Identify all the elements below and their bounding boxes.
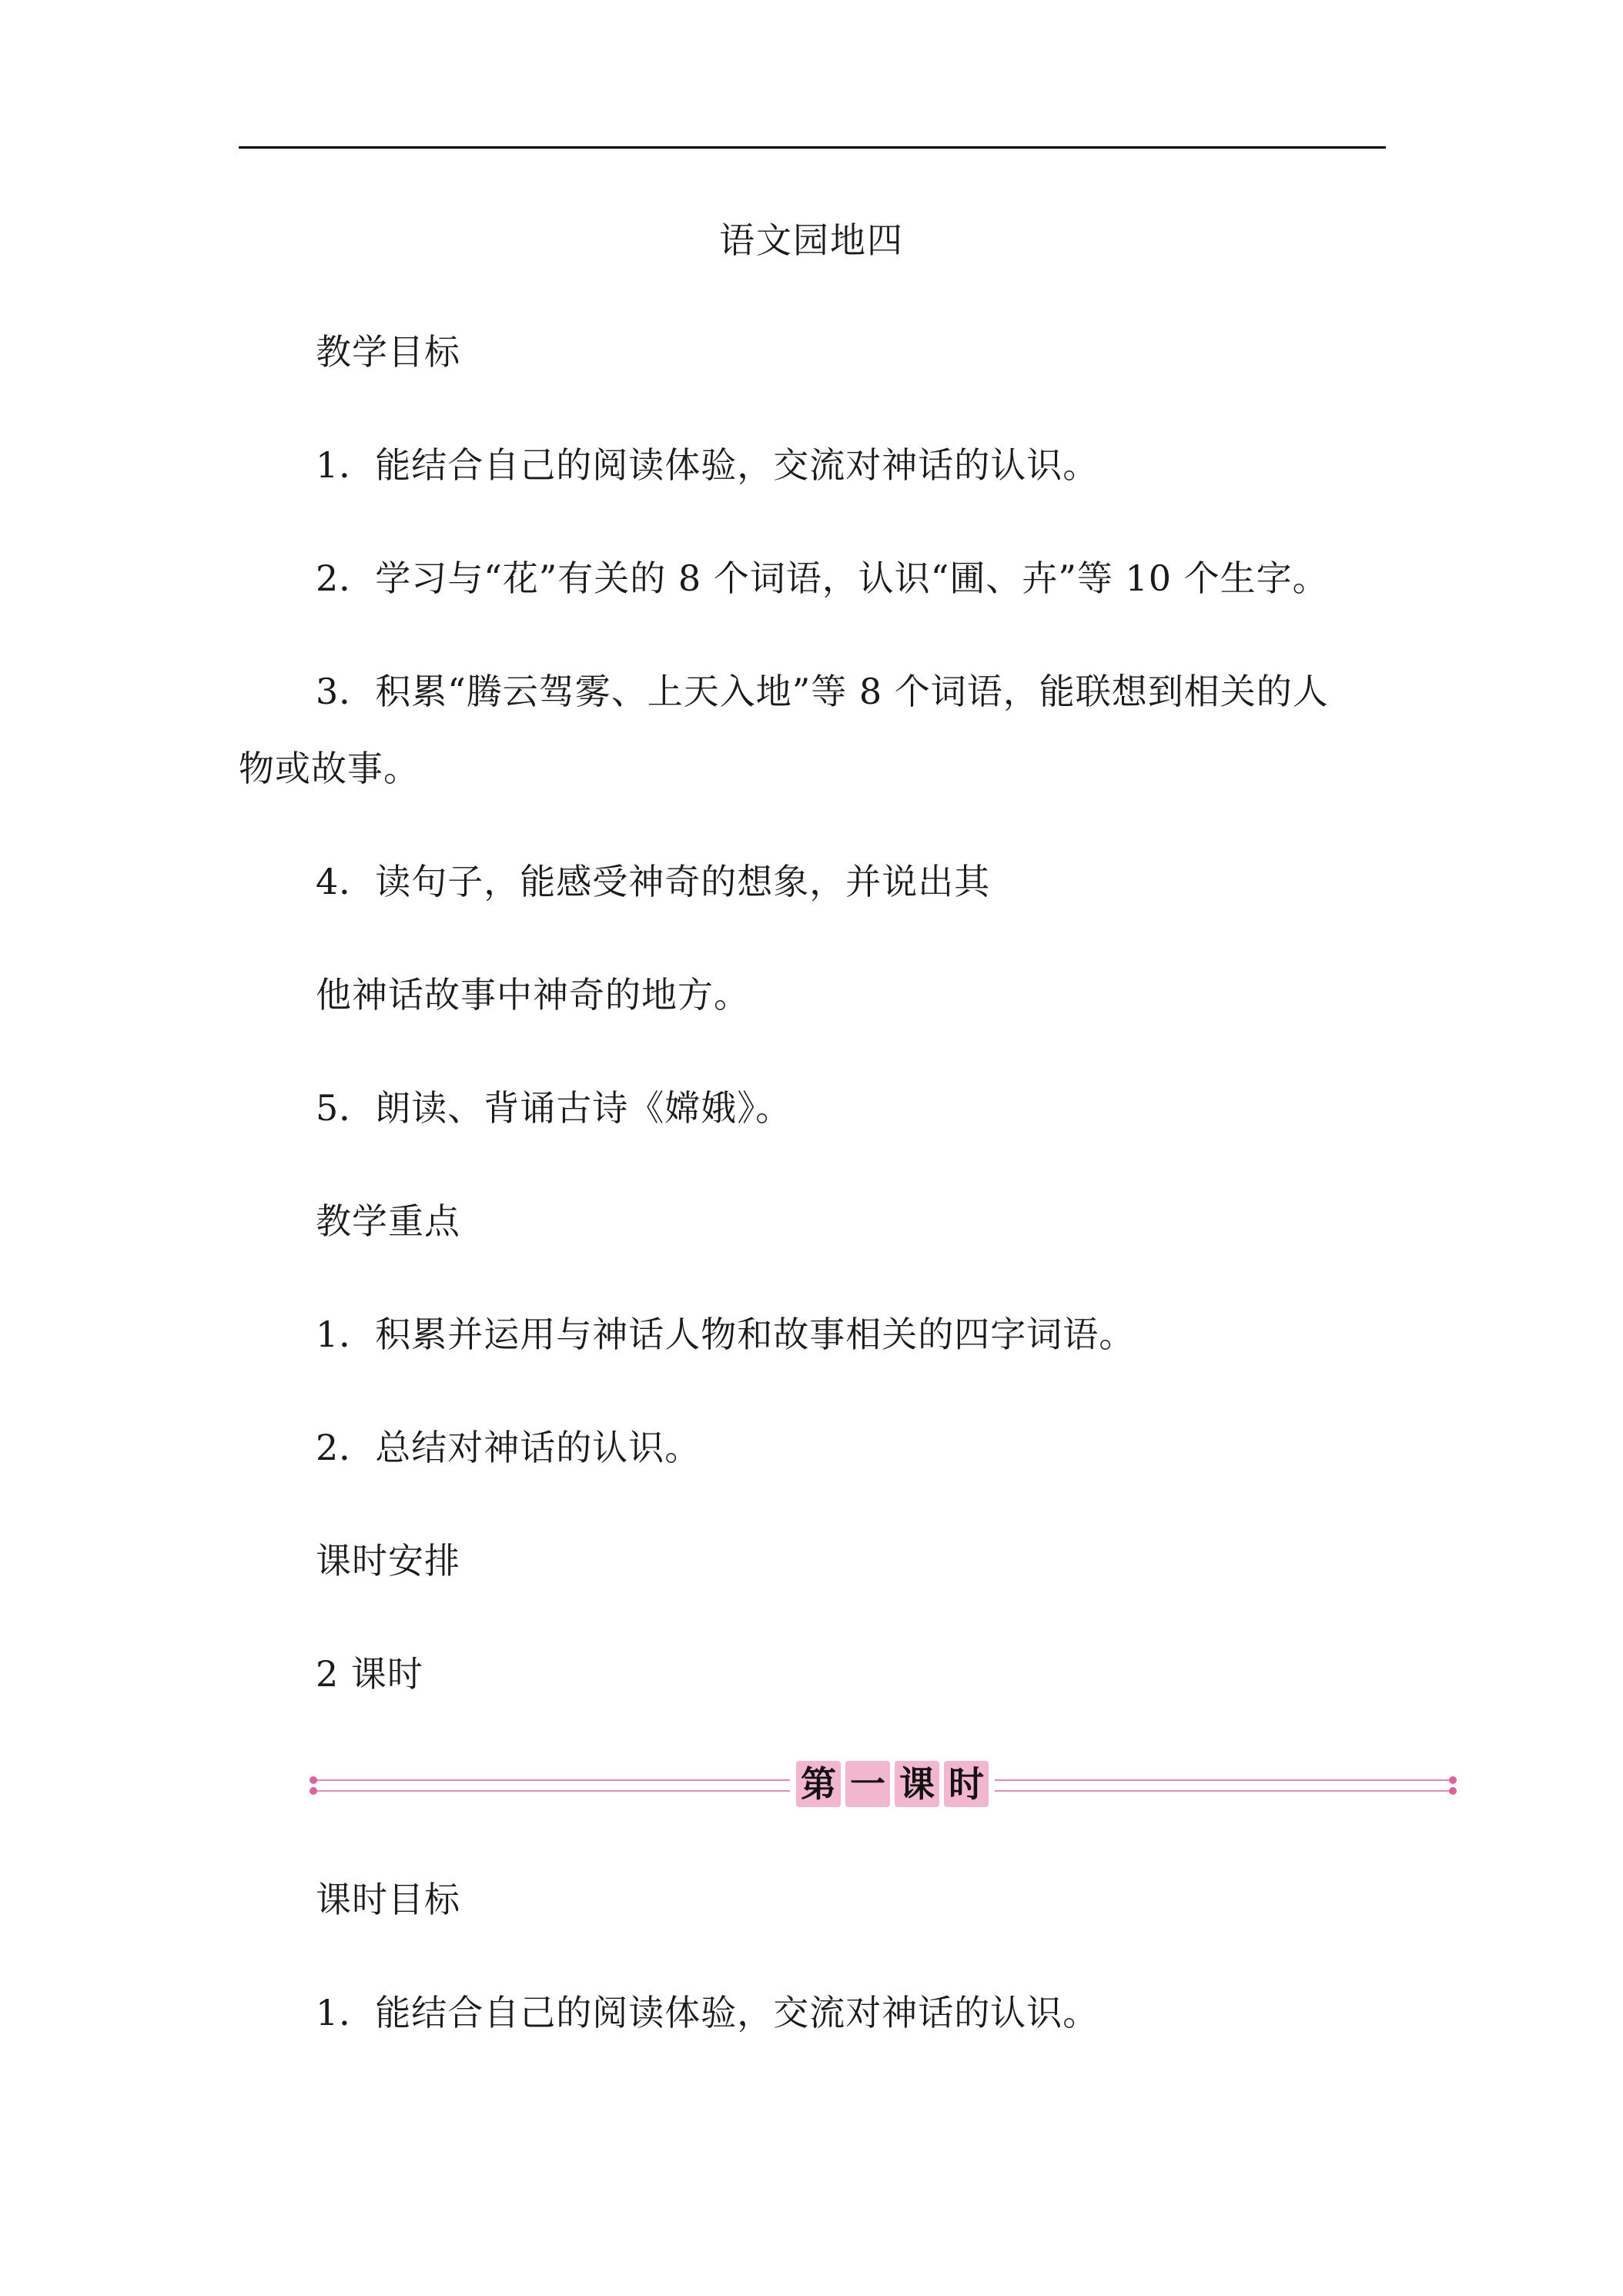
banner-rail-right [990, 1779, 1452, 1781]
banner-rail-right [990, 1790, 1452, 1792]
header-rule [239, 146, 1386, 149]
banner-char: 课 [895, 1761, 939, 1807]
banner-rail-left [313, 1779, 790, 1781]
banner-char: 一 [845, 1761, 890, 1807]
document-title: 语文园地四 [719, 219, 904, 261]
banner-char: 时 [944, 1761, 989, 1807]
objective-item: 2．学习与“花”有关的 8 个词语，认识“圃、卉”等 10 个生字。 [316, 557, 1329, 599]
objective-item: 3．积累“腾云驾雾、上天入地”等 8 个词语，能联想到相关的人 [316, 671, 1329, 712]
schedule-value: 2 课时 [316, 1653, 423, 1695]
objective-item: 1．能结合自己的阅读体验，交流对神话的认识。 [316, 444, 1099, 486]
banner-dot [310, 1776, 317, 1784]
key-points-heading: 教学重点 [316, 1200, 460, 1242]
key-point-item: 2．总结对神话的认识。 [316, 1427, 701, 1468]
key-point-item: 1．积累并运用与神话人物和故事相关的四字词语。 [316, 1314, 1136, 1355]
objective-item-continued: 他神话故事中神奇的地方。 [316, 974, 750, 1016]
banner-rail-left [313, 1790, 790, 1792]
schedule-heading: 课时安排 [316, 1540, 460, 1581]
lesson-objectives-heading: 课时目标 [316, 1879, 460, 1920]
banner-dot [1449, 1787, 1457, 1795]
objective-item: 4．读句子，能感受神奇的想象，并说出其 [316, 861, 991, 902]
banner-dot [310, 1787, 317, 1795]
objectives-heading: 教学目标 [316, 331, 460, 373]
objective-item: 5．朗读、背诵古诗《嫦娥》。 [316, 1087, 792, 1129]
lesson-banner [313, 1759, 1460, 1813]
lesson-banner-label [790, 1761, 995, 1807]
banner-char: 第 [796, 1761, 841, 1807]
banner-dot [1449, 1776, 1457, 1784]
objective-item-continued: 物或故事。 [239, 748, 420, 789]
lesson-objective-item: 1．能结合自己的阅读体验，交流对神话的认识。 [316, 1992, 1099, 2033]
